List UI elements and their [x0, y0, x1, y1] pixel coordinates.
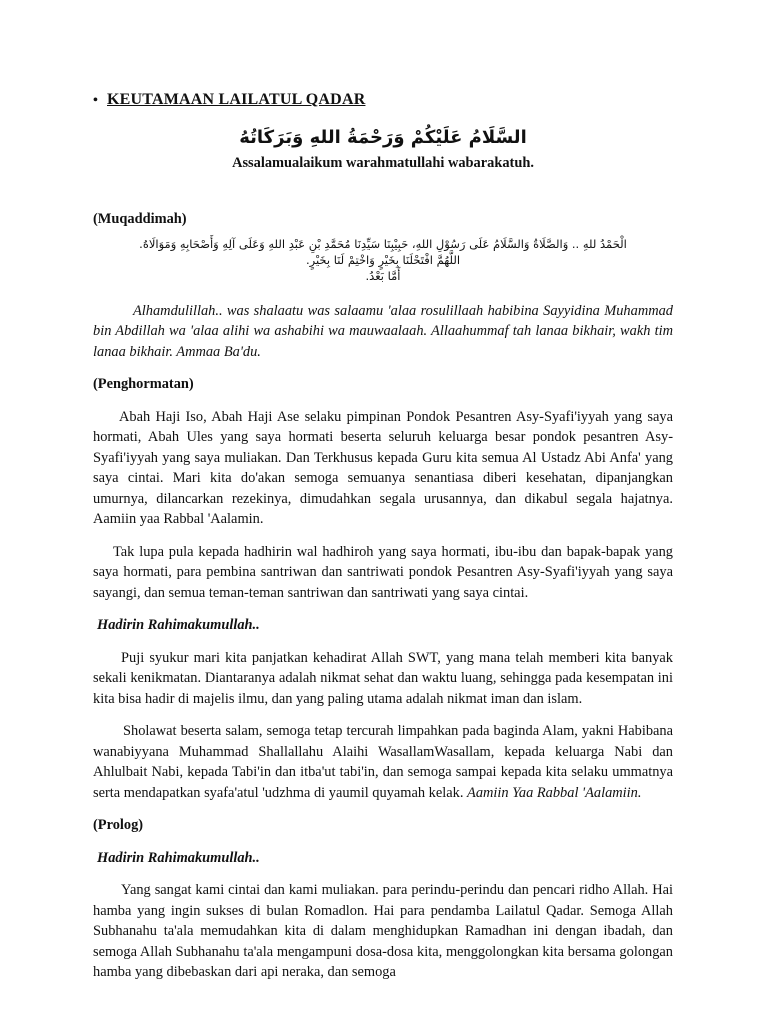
muqaddimah-latin: Alhamdulillah.. was shalaatu was salaamu 'alaa rosulillaah habibina Sayyidina Muhammad bin Abdillah wa 'alaa alihi wa ashabihi wa mauwaalaah. Allaahummaf tah lanaa bikhair, wakh tim lanaa bikhair. Ammaa Ba'du. [93, 302, 673, 360]
prolog-heading: (Prolog) [93, 817, 144, 833]
bullet: • [93, 93, 98, 108]
penghormatan-paragraph-1: Abah Haji Iso, Abah Haji Ase selaku pimpinan Pondok Pesantren Asy-Syafi'iyyah yang saya hormati, Abah Ules yang saya hormati beserta seluruh keluarga besar pondok pesantren Asy-Syafi'iyyah yang saya muliakan. Dan Terkhusus kepada Guru kita semua Al Ustadz Abi Anfa' yang saya cintai. Mari kita do'akan semoga semuanya senantiasa diberi kesehatan, dipanjangkan umurnya, dilancarkan rezekinya, dimudahkan segala urusannya, dan dikabul segala hajatnya. Aamiin yaa Rabbal 'Aalamin. [93, 408, 673, 527]
penghormatan-heading: (Penghormatan) [93, 376, 194, 392]
hadirin-heading-1: Hadirin Rahimakumullah.. [97, 617, 260, 633]
document-page [93, 84, 673, 983]
salam-arabic: السَّلَامُ عَلَيْكُمْ وَرَحْمَةُ اللهِ وَبَرَكَاتُهُ [239, 126, 527, 148]
title-row [93, 90, 673, 112]
arabic-line: الْحَمْدُ للهِ .. وَالصَّلَاةُ وَالسَّلَامُ عَلَى رَسُوْلِ اللهِ، حَبِيْبِنَا سَيِّدِنَا مُحَمَّدِ بْنِ عَبْدِ اللهِ وَعَلَى آلِهِ وَأَصْحَابِهِ وَمَوَالَاهُ. [139, 236, 627, 251]
sholawat-text: Sholawat beserta salam, semoga tetap tercurah limpahkan pada baginda Alam, yakni Habibana wanabiyyana Muhammad Shallallahu Alaihi WasallamWasallam, kepada keluarga Nabi dan Ahlulbait Nabi, kepada Tabi'in dan itba'ut tabi'in, dan semoga sampai kepada kita selaku ummatnya serta mendapatkan syafa'atul 'udzhma di yaumil quyamah kelak. [93, 723, 673, 801]
document-title: KEUTAMAAN LAILATUL QADAR [107, 91, 366, 108]
penghormatan-paragraph-2: Tak lupa pula kepada hadhirin wal hadhiroh yang saya hormati, ibu-ibu dan bapak-bapak yang saya hormati, para pembina santriwan dan santriwati pondok Pesantren Asy-Syafi'iyyah yang saya sayangi, dan semua teman-teman santriwan dan santriwati yang saya cintai. [93, 543, 673, 601]
arabic-line: اللَّهُمَّ افْتَحْلَنَا بِخَيْرٍ وَاخْتِمْ لَنَا بِخَيْرٍ. [305, 252, 461, 267]
salam-latin: Assalamualaikum warahmatullahi wabarakatuh. [232, 154, 534, 171]
prolog-paragraph-1: Yang sangat kami cintai dan kami muliakan. para perindu-perindu dan pencari ridho Allah. Hai hamba yang ingin sukses di bulan Romadlon. Hai para pendamba Lailatul Qadar. Semoga Allah Subhanahu ta'ala memudahkan kita di dalam menghidupkan Ramadhan ini dengan ibadah, dan semoga Allah Subhanahu ta'ala mengampuni dosa-dosa kita, menggolongkan kita bersama golongan hamba yang dibebaskan dari api neraka, dan semoga [93, 882, 673, 980]
hadirin-paragraph-2 [93, 721, 673, 803]
hadirin-paragraph-1: Puji syukur mari kita panjatkan kehadirat Allah SWT, yang mana telah memberi kita banyak sekali kenikmatan. Diantaranya adalah nikmat sehat dan waktu luang, sehingga pada kesempatan ini kita bisa hadir di majelis ilmu, dan yang paling utama adalah nikmat iman dan islam. [93, 649, 673, 707]
muqaddimah-heading: (Muqaddimah) [93, 211, 187, 227]
aamiin-text: Aamiin Yaa Rabbal 'Aalamiin. [467, 784, 642, 801]
prolog-subheading: Hadirin Rahimakumullah.. [97, 849, 260, 866]
arabic-line: أَمَّا بَعْدُ. [365, 268, 401, 283]
muqaddimah-arabic [93, 236, 673, 284]
